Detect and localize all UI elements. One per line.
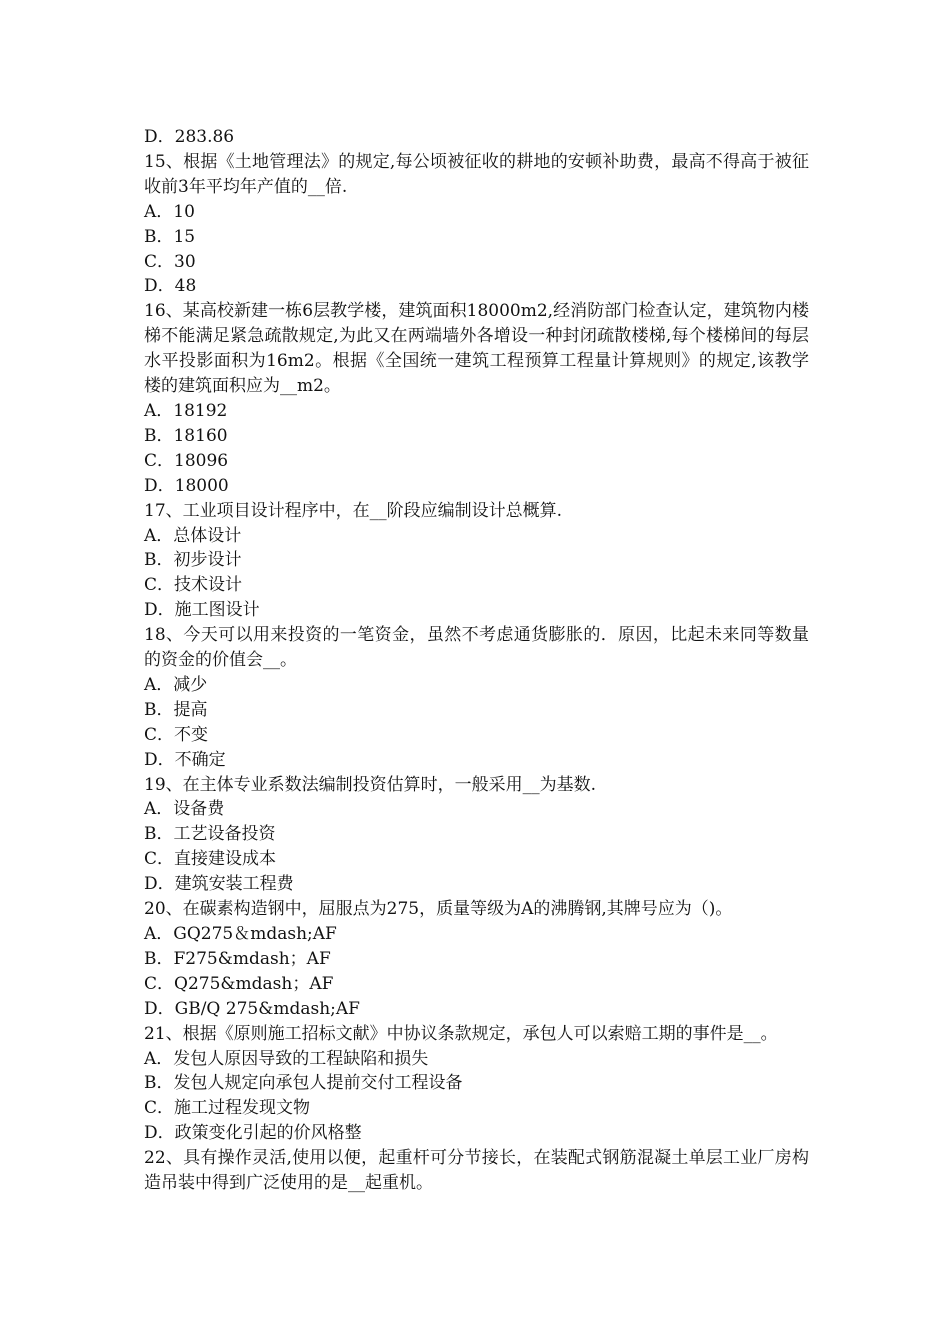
option-b: B．F275&mdash；AF	[144, 948, 331, 969]
option-d: D．18000	[144, 475, 229, 496]
option-d: D．施工图设计	[144, 600, 260, 621]
question-21: 21、根据《原则施工招标文献》中协议条款规定，承包人可以索赔工期的事件是__。	[144, 1023, 778, 1044]
option-b: B．工艺设备投资	[144, 824, 276, 845]
option-b: B．发包人规定向承包人提前交付工程设备	[144, 1073, 463, 1094]
question-15: 15、根据《土地管理法》的规定,每公顷被征收的耕地的安顿补助费，最高不得高于被征收前3年平均年产值的__倍.	[144, 151, 809, 197]
option-c: C．技术设计	[144, 575, 243, 596]
question-19: 19、在主体专业系数法编制投资估算时，一般采用__为基数.	[144, 774, 597, 795]
option-d: D．建筑安装工程费	[144, 874, 294, 895]
option-d: D．283.86	[144, 127, 235, 147]
question-22: 22、具有操作灵活,使用以便，起重杆可分节接长，在装配式钢筋混凝土单层工业厂房构造吊装中得到广泛使用的是__起重机。	[144, 1148, 809, 1194]
question-17: 17、工业项目设计程序中，在__阶段应编制设计总概算.	[144, 500, 563, 521]
option-c: C．直接建设成本	[144, 849, 277, 870]
option-b: B．提高	[144, 699, 208, 720]
question-18: 18、今天可以用来投资的一笔资金，虽然不考虑通货膨胀的．原因，比起未来同等数量的资金的价值会__。	[144, 625, 809, 671]
option-a: A．减少	[144, 674, 208, 695]
option-a: A．GQ275＆mdash;AF	[144, 924, 337, 944]
option-a: A．设备费	[144, 799, 225, 820]
option-a: A．总体设计	[144, 525, 242, 546]
option-d: D．48	[144, 276, 197, 297]
option-b: B．初步设计	[144, 550, 242, 571]
option-a: A．发包人原因导致的工程缺陷和损失	[144, 1048, 429, 1069]
option-b: B．15	[144, 226, 196, 247]
option-b: B．18160	[144, 425, 228, 446]
option-c: C．18096	[144, 450, 229, 471]
question-20: 20、在碳素构造钢中，屈服点为275，质量等级为A的沸腾钢,其牌号应为（)。	[144, 899, 733, 920]
document-page	[144, 125, 809, 1196]
option-d: D．政策变化引起的价风格整	[144, 1123, 362, 1144]
option-d: D．不确定	[144, 749, 226, 770]
option-d: D．GB/Q 275&mdash;AF	[144, 998, 360, 1019]
option-c: C．不变	[144, 724, 209, 745]
option-c: C．Q275&mdash；AF	[144, 973, 334, 994]
option-c: C．30	[144, 251, 196, 272]
option-c: C．施工过程发现文物	[144, 1098, 311, 1119]
option-a: A．18192	[144, 400, 228, 421]
question-16: 16、某高校新建一栋6层教学楼，建筑面积18000m2,经消防部门检查认定，建筑物内楼梯不能满足紧急疏散规定,为此又在两端墙外各增设一种封闭疏散楼梯,每个楼梯间的每层水平投影面积为16m2。根据《全国统一建筑工程预算工程量计算规则》的规定,该教学楼的建筑面积应为__m2。	[144, 301, 809, 397]
option-a: A．10	[144, 201, 195, 222]
